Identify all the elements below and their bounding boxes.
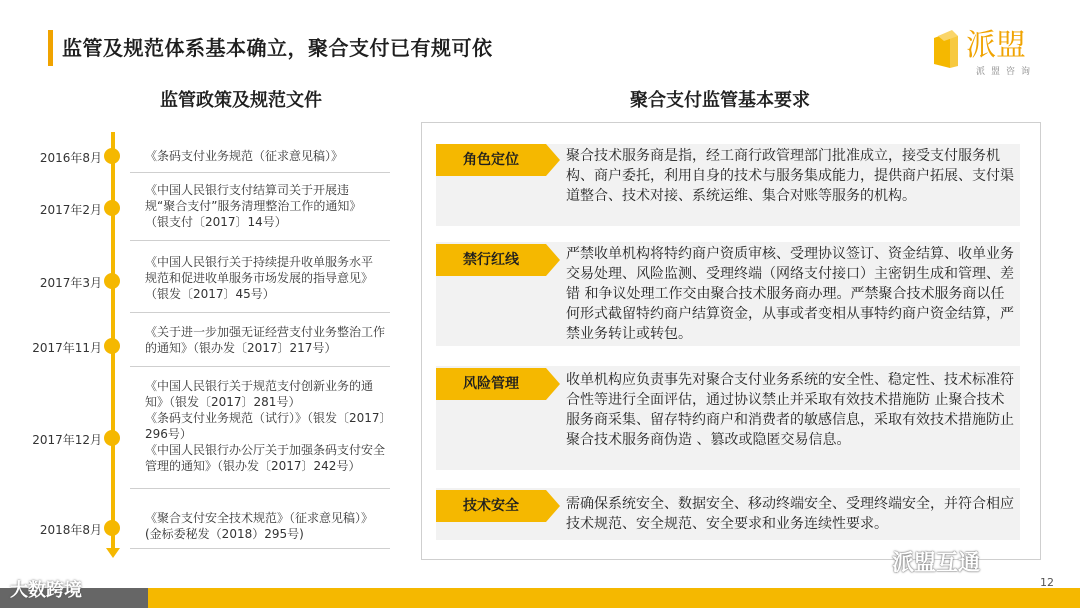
requirement-text: 严禁收单机构将特约商户资质审核、受理协议签订、资金结算、收单业务交易处理、风险监测、受理终端（网络支付接口）主密钥生成和管理、差错 和争议处理工作交由聚合技术服务商办理。严禁聚合技术服务商以任何形式截留特约商户结算资金，从事或者变相从事特约商户资金结算，严禁业务转让或转包。 xyxy=(566,246,1014,342)
timeline-divider xyxy=(130,172,390,173)
requirement-text: 收单机构应负责事先对聚合支付业务系统的安全性、稳定性、技术标准符合性等进行全面评估，通过协议禁止并采取有效技术措施防 止聚合技术服务商采集、留存特约商户和消费者的敏感信息，采取有效技术措施防止聚合技术服务商伪造 、篡改或隐匿交易信息。 xyxy=(566,372,1014,448)
timeline-divider xyxy=(130,548,390,549)
page-title: 监管及规范体系基本确立，聚合支付已有规可依 xyxy=(62,36,493,60)
timeline-dot xyxy=(104,520,120,536)
timeline-date: 2018年8月 xyxy=(39,523,102,537)
timeline-divider xyxy=(130,240,390,241)
timeline-text: 《中国人民银行关于规范支付创新业务的通知》（银发〔2017〕281号） 《条码支付业务规范（试行）》（银发〔2017〕296号） 《中国人民银行办公厅关于加强条码支付安全管理的通知》（银办发〔2017〕242号） xyxy=(145,379,386,473)
timeline-dot xyxy=(104,430,120,446)
logo-subtext: 派盟咨询 xyxy=(976,67,1037,77)
timeline-date: 2017年11月 xyxy=(32,341,102,355)
logo-text: 派盟 xyxy=(966,28,1026,63)
timeline-text: 《关于进一步加强无证经营支付业务整治工作的通知》（银办发〔2017〕217号） xyxy=(145,325,386,355)
left-section-heading: 监管政策及规范文件 xyxy=(160,90,322,111)
requirement-text: 聚合技术服务商是指，经工商行政管理部门批准成立，接受支付服务机构、商户委托，利用自身的技术与服务集成能力，提供商户拓展、支付渠道整合、技术对接、系统运维、集合对账等服务的机构。 xyxy=(566,148,1014,204)
watermark-right: 派盟互通 xyxy=(892,551,981,576)
right-section-heading: 聚合支付监管基本要求 xyxy=(630,90,810,111)
requirement-tag: 禁行红线 xyxy=(436,244,546,276)
timeline-date: 2017年2月 xyxy=(39,203,102,217)
timeline-date: 2017年3月 xyxy=(39,276,102,290)
timeline-date: 2016年8月 xyxy=(39,151,102,165)
timeline-text: 《条码支付业务规范（征求意见稿）》 xyxy=(145,149,344,163)
tag-arrow-icon xyxy=(546,144,560,176)
requirement-tag: 角色定位 xyxy=(436,144,546,176)
timeline-text: 《中国人民银行关于持续提升收单服务水平 规范和促进收单服务市场发展的指导意见》（银发〔2017〕45号） xyxy=(145,255,374,301)
watermark-left: 大数跨境 xyxy=(10,580,82,601)
page-number: 12 xyxy=(1040,576,1054,589)
timeline-divider xyxy=(130,366,390,367)
timeline-dot xyxy=(104,200,120,216)
timeline-arrow-icon xyxy=(106,548,120,558)
logo-mark-icon xyxy=(930,30,960,70)
timeline-dot xyxy=(104,148,120,164)
timeline-text: 《中国人民银行支付结算司关于开展违规“聚合支付”服务清理整治工作的通知》（银支付〔2017〕14号） xyxy=(145,183,362,229)
timeline-dot xyxy=(104,273,120,289)
timeline-dot xyxy=(104,338,120,354)
tag-arrow-icon xyxy=(546,490,560,522)
timeline-divider xyxy=(130,312,390,313)
tag-arrow-icon xyxy=(546,368,560,400)
timeline-date: 2017年12月 xyxy=(32,433,102,447)
requirement-tag: 技术安全 xyxy=(436,490,546,522)
requirement-text: 需确保系统安全、数据安全、移动终端安全、受理终端安全，并符合相应技术规范、安全规范、安全要求和业务连续性要求。 xyxy=(566,496,1014,532)
tag-arrow-icon xyxy=(546,244,560,276)
requirement-tag: 风险管理 xyxy=(436,368,546,400)
brand-logo xyxy=(930,28,1050,78)
timeline-divider xyxy=(130,488,390,489)
title-accent-bar xyxy=(48,30,53,66)
timeline-text: 《聚合支付安全技术规范》（征求意见稿）》(金标委秘发（2018）295号) xyxy=(145,511,374,541)
footer-bar-accent xyxy=(148,588,1080,608)
